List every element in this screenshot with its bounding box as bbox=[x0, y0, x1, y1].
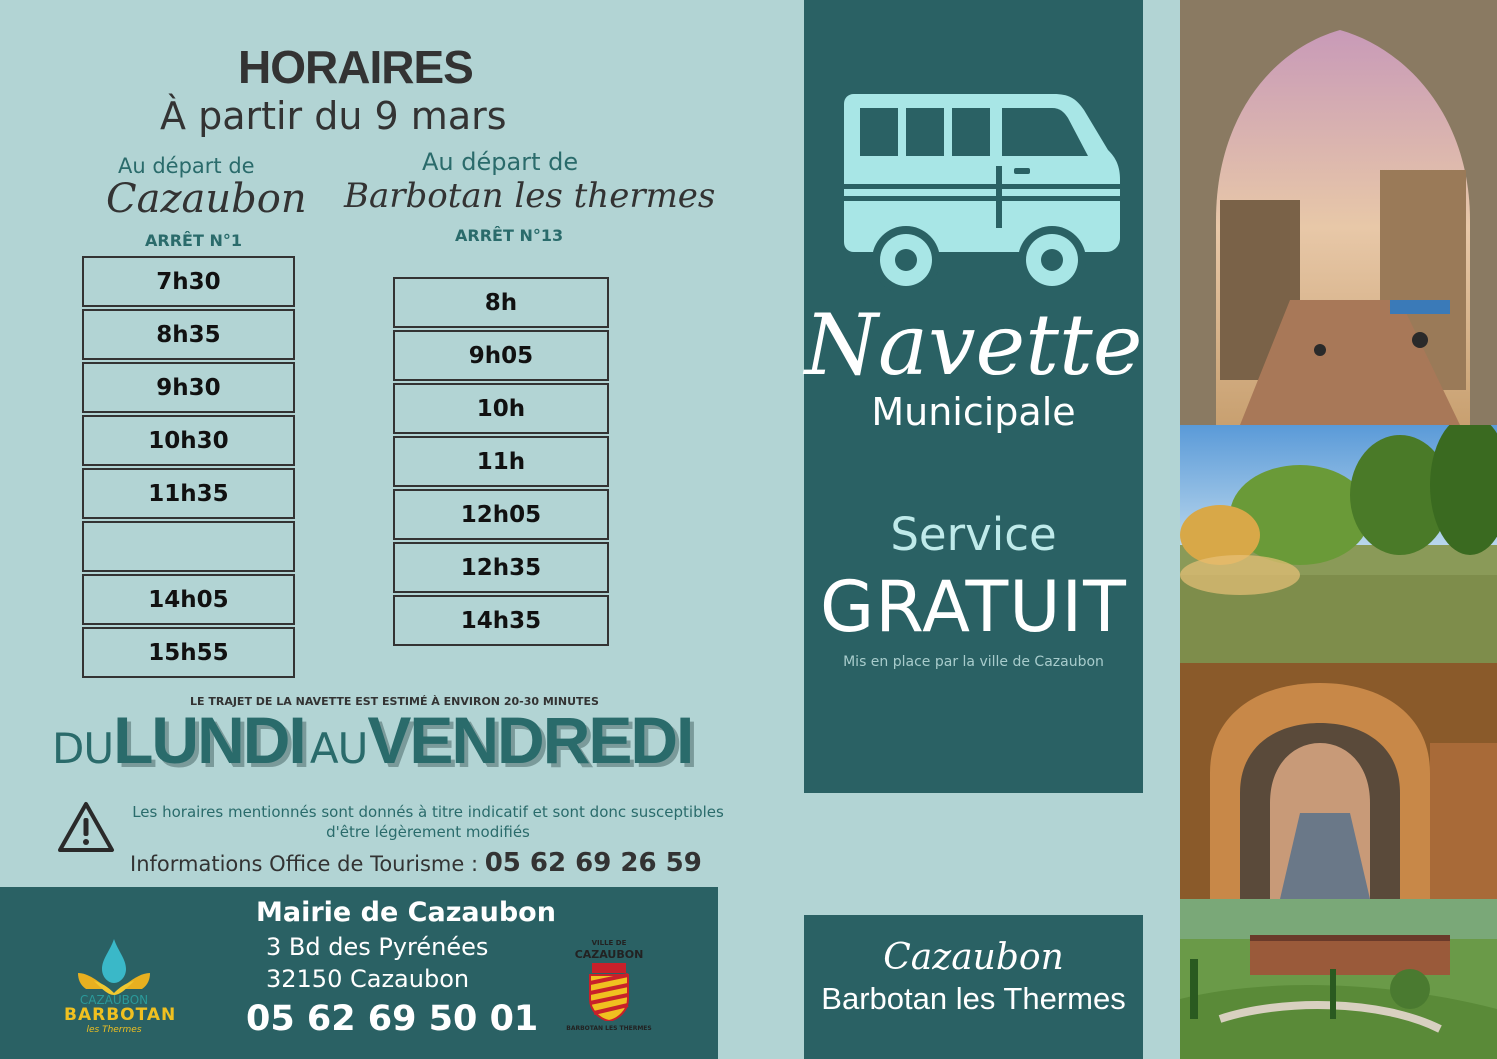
barbotan-time-cell: 12h05 bbox=[393, 489, 609, 540]
crest-shield-icon bbox=[586, 963, 632, 1021]
bus-icon bbox=[840, 88, 1126, 292]
tourism-info-label: Informations Office de Tourisme : bbox=[130, 852, 485, 876]
days-vendredi: VENDREDI bbox=[367, 703, 693, 777]
mairie-phone: 05 62 69 50 01 bbox=[246, 999, 539, 1039]
page-title: HORAIRES bbox=[238, 41, 473, 93]
address-line1: 3 Bd des Pyrénées bbox=[266, 933, 489, 961]
cazaubon-barbotan-logo bbox=[64, 937, 177, 1047]
town-name: Cazaubon bbox=[883, 937, 1064, 978]
page-subtitle: À partir du 9 mars bbox=[160, 94, 507, 138]
cazaubon-town-name: Cazaubon bbox=[106, 176, 307, 222]
lake-trees-photo bbox=[1180, 425, 1497, 663]
cazaubon-time-cell bbox=[82, 521, 295, 572]
days-lundi: LUNDI bbox=[113, 703, 305, 777]
barbotan-departure-label: Au départ de bbox=[422, 148, 579, 176]
footer-contact bbox=[0, 887, 718, 1059]
crest-bottom-text: BARBOTAN LES THERMES bbox=[566, 1025, 652, 1032]
photo-strip bbox=[1180, 0, 1497, 1059]
crest-top-text: VILLE DE bbox=[591, 939, 627, 947]
crest-name-text: CAZAUBON bbox=[574, 948, 644, 961]
cazaubon-time-cell: 10h30 bbox=[82, 415, 295, 466]
cazaubon-timetable bbox=[82, 256, 295, 680]
navette-title: Navette bbox=[804, 296, 1143, 394]
barbotan-stop-label: ARRÊT N°13 bbox=[455, 226, 564, 245]
barbotan-town-name: Barbotan les thermes bbox=[344, 176, 716, 216]
city-crest bbox=[564, 937, 654, 1037]
barbotan-time-cell: 10h bbox=[393, 383, 609, 434]
operating-days bbox=[52, 702, 692, 778]
service-label: Service bbox=[890, 508, 1057, 561]
barbotan-time-cell: 11h bbox=[393, 436, 609, 487]
barbotan-time-cell: 9h05 bbox=[393, 330, 609, 381]
cazaubon-time-cell: 7h30 bbox=[82, 256, 295, 307]
disclaimer-line1: Les horaires mentionnés sont donnés à titre indicatif et sont donc susceptibles bbox=[132, 803, 724, 821]
mairie-name: Mairie de Cazaubon bbox=[256, 897, 556, 928]
cazaubon-time-cell: 11h35 bbox=[82, 468, 295, 519]
navette-panel bbox=[804, 0, 1143, 793]
days-au: AU bbox=[309, 724, 368, 773]
arch-street-photo bbox=[1180, 0, 1497, 425]
address-line2: 32150 Cazaubon bbox=[266, 965, 470, 993]
cazaubon-time-cell: 8h35 bbox=[82, 309, 295, 360]
cazaubon-time-cell: 9h30 bbox=[82, 362, 295, 413]
arcade-photo bbox=[1180, 663, 1497, 899]
barbotan-timetable bbox=[393, 277, 609, 648]
disclaimer-text bbox=[128, 802, 728, 842]
cazaubon-stop-label: ARRÊT N°1 bbox=[145, 231, 242, 250]
town-subname: Barbotan les Thermes bbox=[821, 981, 1126, 1016]
disclaimer-line2: d'être légèrement modifiés bbox=[326, 823, 530, 841]
municipale-title: Municipale bbox=[871, 390, 1076, 434]
warning-icon bbox=[56, 800, 116, 854]
logo-line3: les Thermes bbox=[86, 1025, 142, 1035]
tourism-info bbox=[130, 848, 702, 878]
logo-line2: BARBOTAN bbox=[64, 1005, 177, 1025]
barbotan-time-cell: 14h35 bbox=[393, 595, 609, 646]
gratuit-label: GRATUIT bbox=[820, 566, 1127, 648]
cazaubon-departure-label: Au départ de bbox=[118, 154, 255, 178]
days-du: DU bbox=[52, 724, 114, 773]
barbotan-time-cell: 12h35 bbox=[393, 542, 609, 593]
barbotan-time-cell: 8h bbox=[393, 277, 609, 328]
cazaubon-time-cell: 15h55 bbox=[82, 627, 295, 678]
cazaubon-time-cell: 14h05 bbox=[82, 574, 295, 625]
tourism-phone: 05 62 69 26 59 bbox=[484, 848, 702, 878]
logo-line1: CAZAUBON bbox=[79, 993, 149, 1007]
thermes-park-photo bbox=[1180, 899, 1497, 1059]
mis-en-place-note: Mis en place par la ville de Cazaubon bbox=[843, 654, 1104, 670]
lotus-drop-icon bbox=[64, 937, 164, 997]
trip-duration-note: LE TRAJET DE LA NAVETTE EST ESTIMÉ À ENVIRON 20-30 MINUTES bbox=[190, 695, 599, 708]
town-panel bbox=[804, 915, 1143, 1059]
